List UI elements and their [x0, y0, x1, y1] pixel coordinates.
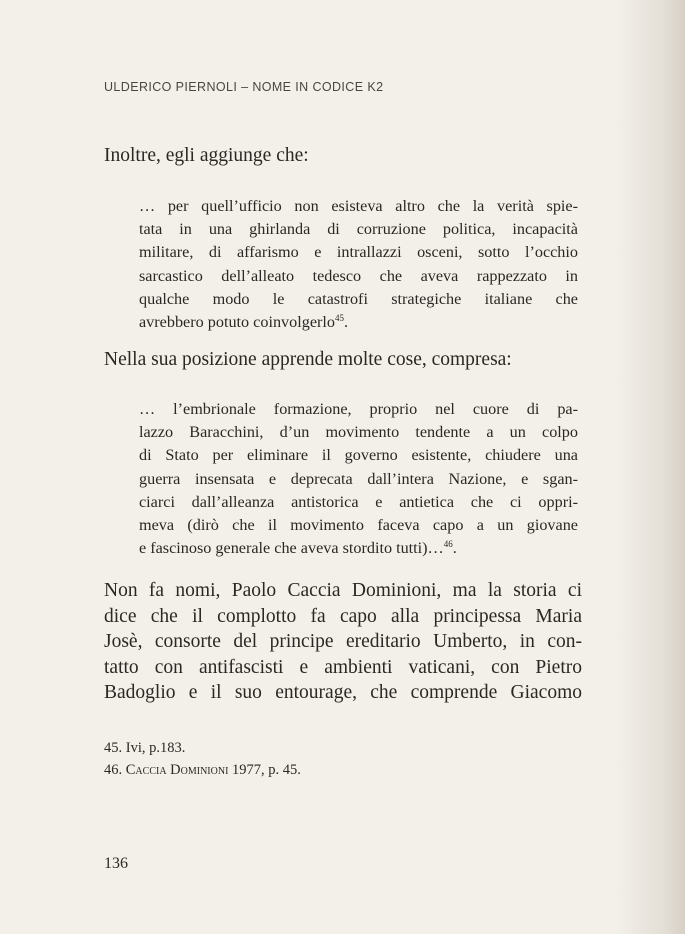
footnote-45 — [104, 737, 544, 759]
quote-2-line: meva (dirò che il movimento faceva capo a un giovane — [139, 516, 578, 535]
quote-2-line: ciarci dall’alleanza antistorica e antietica che ci oppri- — [139, 492, 578, 511]
quote-1-line: avrebbero potuto coinvolgerlo — [139, 313, 335, 332]
quote-2-line: lazzo Baracchini, d’un movimento tendente a un colpo — [139, 423, 578, 442]
quote-2-line: guerra insensata e deprecata dall’intera Nazione, e sgan- — [139, 469, 578, 488]
paragraph-3-line: Josè, consorte del principe ereditario Umberto, in con- — [104, 631, 582, 652]
paragraph-1: Inoltre, egli aggiunge che: — [104, 145, 309, 166]
quote-2-end: . — [452, 539, 457, 558]
paragraph-3-line: Non fa nomi, Paolo Caccia Dominioni, ma la storia ci — [104, 580, 582, 601]
quote-1-line: qualche modo le catastrofi strategiche italiane che — [139, 289, 578, 308]
quote-1-line: militare, di affarismo e intrallazzi osceni, sotto l’occhio — [139, 243, 578, 262]
running-head: ULDERICO PIERNOLI – NOME IN CODICE K2 — [104, 80, 384, 94]
quote-1-line: … per quell’ufficio non esisteva altro che la verità spie- — [139, 197, 578, 215]
paragraph-3 — [104, 578, 582, 706]
footnote-text: 1977, p. 45. — [228, 762, 301, 778]
paragraph-3-line: tatto con antifascisti e ambienti vaticani, con Pietro — [104, 656, 582, 678]
quote-1-line: tata in una ghirlanda di corruzione politica, incapacità — [139, 220, 578, 239]
page-gutter-shadow — [615, 0, 685, 934]
paragraph-3-line: Badoglio e il suo entourage, che comprende Giacomo — [104, 682, 582, 703]
quote-2-line: di Stato per eliminare il governo esistente, chiudere una — [139, 446, 578, 465]
footnote-46 — [104, 759, 544, 781]
footnote-ref-45[interactable]: 45 — [335, 313, 344, 324]
quote-1-last-line — [139, 311, 578, 334]
page-number: 136 — [104, 855, 128, 872]
paragraph-3-line: dice che il complotto fa capo alla principessa Maria — [104, 605, 582, 627]
footnote-text: Ivi, p.183. — [125, 740, 186, 756]
quote-2-line: … l’embrionale formazione, proprio nel cuore di pa- — [139, 400, 578, 418]
quote-2-line: e fascinoso generale che aveva stordito tutti)… — [139, 539, 444, 558]
block-quote-2 — [139, 398, 578, 560]
block-quote-1 — [139, 195, 578, 334]
footnotes — [104, 737, 544, 781]
quote-1-line: sarcastico dell’alleato tedesco che aveva rappezzato in — [139, 266, 578, 285]
footnote-number: 45. — [104, 740, 123, 756]
quote-2-last-line — [139, 537, 578, 560]
footnote-ref-46[interactable]: 46 — [443, 539, 453, 550]
paragraph-2: Nella sua posizione apprende molte cose, compresa: — [104, 349, 512, 370]
footnote-author: Caccia Dominioni — [125, 762, 229, 778]
quote-1-end: . — [344, 313, 349, 332]
footnote-number: 46. — [104, 762, 123, 778]
